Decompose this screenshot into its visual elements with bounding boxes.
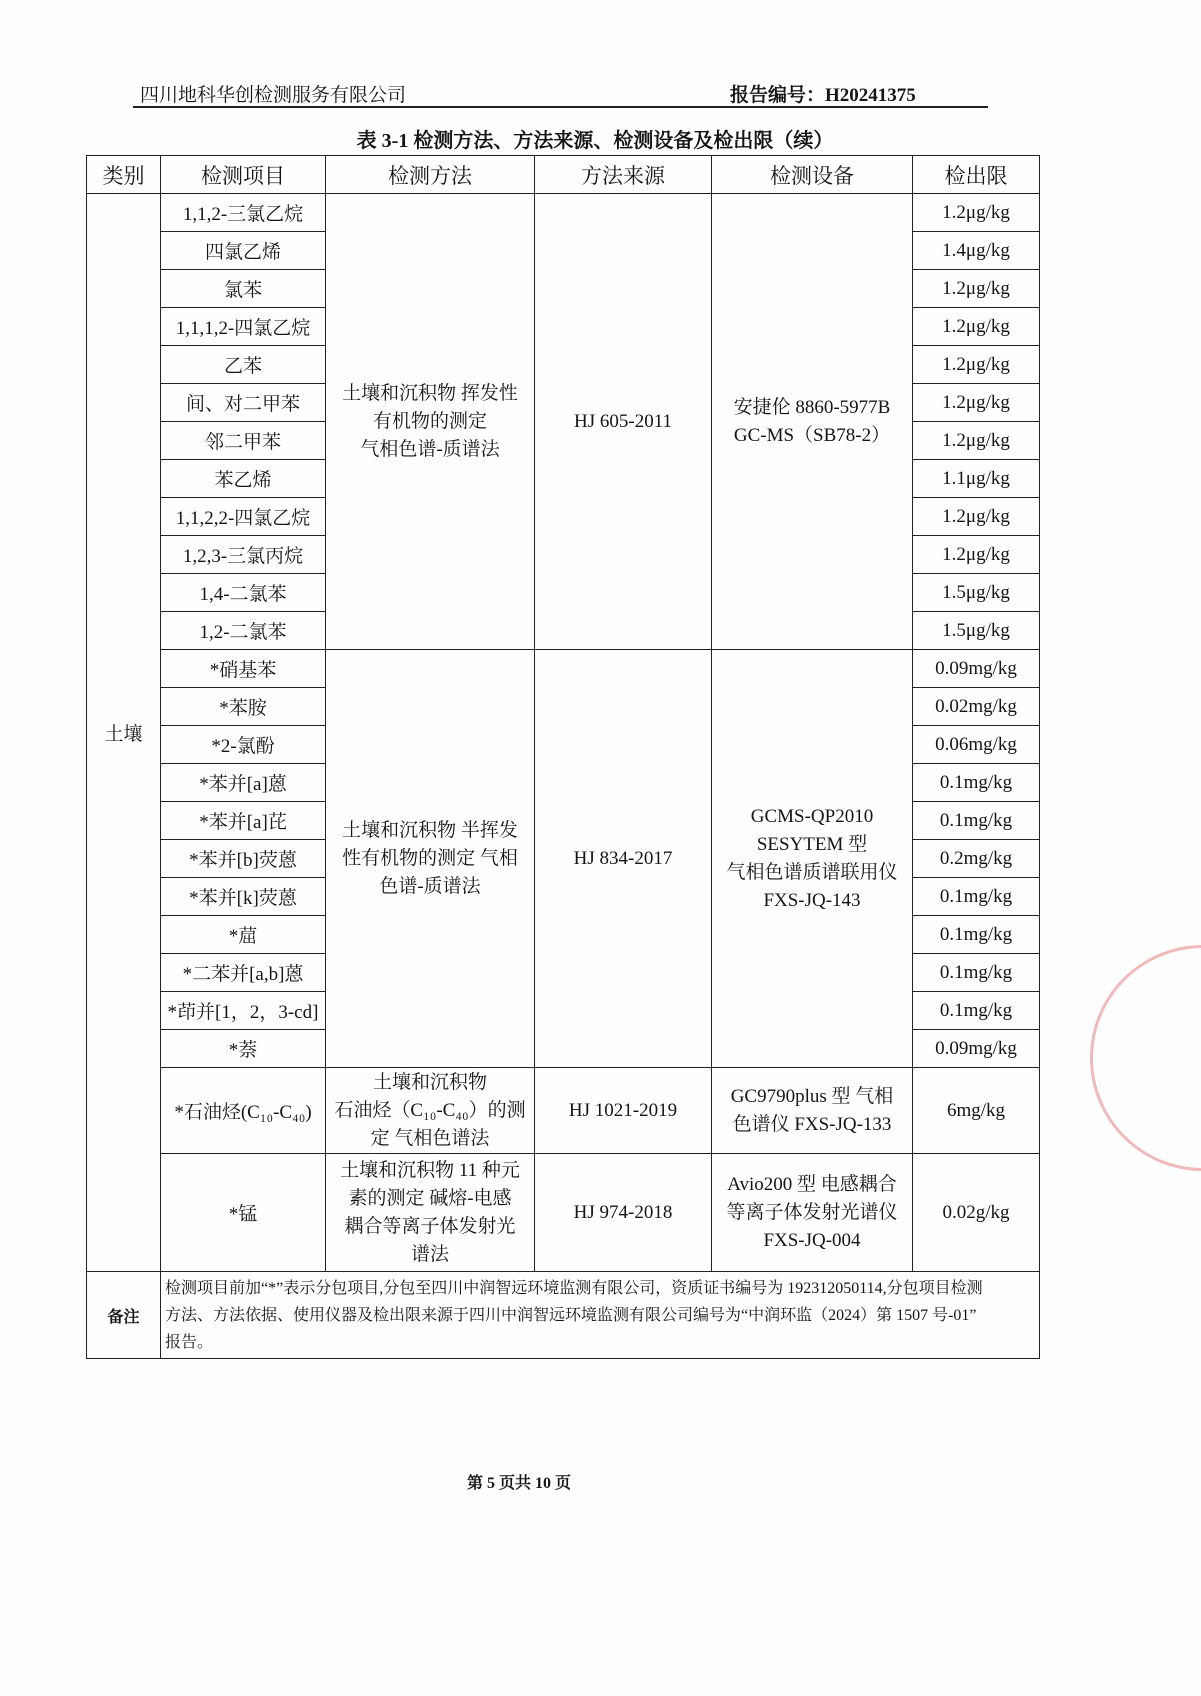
header-limit: 检出限 <box>913 156 1040 194</box>
item-name: *苯并[a]蒽 <box>161 764 326 802</box>
seal-stamp <box>1082 945 1201 1175</box>
method-line: 土壤和沉积物 挥发性 <box>342 382 518 404</box>
method-line: 气相色谱-质谱法 <box>360 438 500 460</box>
source-cell: HJ 974-2018 <box>535 1154 712 1272</box>
item-name: 1,1,1,2-四氯乙烷 <box>161 308 326 346</box>
equipment-line: 安捷伦 8860-5977B <box>733 396 891 418</box>
detection-limit: 0.1mg/kg <box>913 878 1040 916</box>
item-name: 苯乙烯 <box>161 460 326 498</box>
method-line: 谱法 <box>410 1243 449 1265</box>
equipment-line: FXS-JQ-004 <box>763 1229 861 1251</box>
table-row <box>87 194 1040 232</box>
item-name: 1,2-二氯苯 <box>161 612 326 650</box>
detection-limit: 0.1mg/kg <box>913 954 1040 992</box>
remark-line: 报告。 <box>165 1333 214 1351</box>
method-line: 土壤和沉积物 半挥发 <box>342 819 518 841</box>
detection-limit: 1.2μg/kg <box>913 422 1040 460</box>
method-cell <box>326 1068 535 1154</box>
header-method: 检测方法 <box>326 156 535 194</box>
table-row <box>87 650 1040 688</box>
item-name: *二苯并[a,b]蒽 <box>161 954 326 992</box>
remark-row <box>87 1272 1040 1359</box>
method-line: 性有机物的测定 气相 <box>342 847 518 869</box>
detection-limit: 0.1mg/kg <box>913 992 1040 1030</box>
method-line: 石油烃（C₁₀-C₄₀）的测 <box>334 1099 526 1121</box>
method-cell <box>326 1154 535 1272</box>
item-name: *石油烃(C₁₀-C₄₀) <box>161 1068 326 1154</box>
remark-line: 方法、方法依据、使用仪器及检出限来源于四川中润智远环境监测有限公司编号为“中润环监（2024）第 1507 号-01” <box>165 1306 977 1324</box>
item-name: *萘 <box>161 1030 326 1068</box>
detection-limit: 1.5μg/kg <box>913 612 1040 650</box>
header-item: 检测项目 <box>161 156 326 194</box>
equipment-line: FXS-JQ-143 <box>763 889 861 911</box>
detection-limit: 0.02g/kg <box>913 1154 1040 1272</box>
item-name: 乙苯 <box>161 346 326 384</box>
detection-limit: 0.06mg/kg <box>913 726 1040 764</box>
table-title: 表 3-1 检测方法、方法来源、检测设备及检出限（续） <box>356 130 834 152</box>
item-name: 氯苯 <box>161 270 326 308</box>
table-row <box>87 1068 1040 1154</box>
table-row <box>87 1154 1040 1272</box>
remark-text <box>161 1272 1040 1359</box>
method-line: 有机物的测定 <box>372 410 487 432</box>
header-equipment: 检测设备 <box>712 156 913 194</box>
method-line: 素的测定 碱熔-电感 <box>348 1187 512 1209</box>
item-name: 1,1,2,2-四氯乙烷 <box>161 498 326 536</box>
item-name: 间、对二甲苯 <box>161 384 326 422</box>
header-source: 方法来源 <box>535 156 712 194</box>
method-line: 土壤和沉积物 <box>372 1071 487 1093</box>
item-name: *苯并[b]荧蒽 <box>161 840 326 878</box>
equipment-line: GC-MS（SB78-2） <box>733 424 891 446</box>
item-name: 邻二甲苯 <box>161 422 326 460</box>
equipment-cell <box>712 1154 913 1272</box>
equipment-line: Avio200 型 电感耦合 <box>727 1173 897 1195</box>
equipment-cell <box>712 1068 913 1154</box>
equipment-line: 等离子体发射光谱仪 <box>726 1201 898 1223</box>
remark-line: 检测项目前加“*”表示分包项目,分包至四川中润智远环境监测有限公司，资质证书编号为 192312050114,分包项目检测 <box>165 1279 983 1297</box>
equipment-line: GC9790plus 型 气相 <box>730 1085 894 1107</box>
detection-limit: 1.2μg/kg <box>913 384 1040 422</box>
detection-limit: 0.09mg/kg <box>913 1030 1040 1068</box>
equipment-cell <box>712 650 913 1068</box>
remark-label: 备注 <box>87 1272 161 1359</box>
detection-methods-table <box>86 155 1040 1359</box>
detection-limit: 1.5μg/kg <box>913 574 1040 612</box>
method-line: 土壤和沉积物 11 种元 <box>340 1159 520 1181</box>
method-line: 定 气相色谱法 <box>370 1127 490 1149</box>
equipment-cell <box>712 194 913 650</box>
detection-limit: 1.1μg/kg <box>913 460 1040 498</box>
detection-limit: 0.02mg/kg <box>913 688 1040 726</box>
report-number: 报告编号：H20241375 <box>730 85 916 106</box>
equipment-line: SESYTEM 型 <box>756 833 868 855</box>
item-name: *苯胺 <box>161 688 326 726</box>
detection-limit: 1.2μg/kg <box>913 536 1040 574</box>
item-name: *锰 <box>161 1154 326 1272</box>
source-cell: HJ 1021-2019 <box>535 1068 712 1154</box>
detection-limit: 0.1mg/kg <box>913 916 1040 954</box>
header-rule <box>133 106 988 108</box>
item-name: *2-氯酚 <box>161 726 326 764</box>
header-category: 类别 <box>87 156 161 194</box>
company-name: 四川地科华创检测服务有限公司 <box>140 85 407 106</box>
item-name: 四氯乙烯 <box>161 232 326 270</box>
source-cell: HJ 834-2017 <box>535 650 712 1068</box>
detection-limit: 1.2μg/kg <box>913 194 1040 232</box>
item-name: *茚并[1，2，3-cd] <box>161 992 326 1030</box>
item-name: *硝基苯 <box>161 650 326 688</box>
item-name: 1,1,2-三氯乙烷 <box>161 194 326 232</box>
page-number: 第 5 页共 10 页 <box>467 1475 572 1492</box>
detection-limit: 0.1mg/kg <box>913 764 1040 802</box>
detection-limit: 1.2μg/kg <box>913 346 1040 384</box>
detection-limit: 1.2μg/kg <box>913 498 1040 536</box>
detection-limit: 0.09mg/kg <box>913 650 1040 688</box>
detection-limit: 0.2mg/kg <box>913 840 1040 878</box>
detection-limit: 1.2μg/kg <box>913 270 1040 308</box>
item-name: *苯并[a]芘 <box>161 802 326 840</box>
category-cell: 土壤 <box>87 194 161 1272</box>
method-line: 色谱-质谱法 <box>379 875 481 897</box>
item-name: 1,4-二氯苯 <box>161 574 326 612</box>
item-name: 1,2,3-三氯丙烷 <box>161 536 326 574</box>
item-name: *苯并[k]荧蒽 <box>161 878 326 916</box>
method-line: 耦合等离子体发射光 <box>344 1215 516 1237</box>
detection-limit: 1.4μg/kg <box>913 232 1040 270</box>
method-cell <box>326 194 535 650</box>
method-cell <box>326 650 535 1068</box>
detection-limit: 6mg/kg <box>913 1068 1040 1154</box>
source-cell: HJ 605-2011 <box>535 194 712 650</box>
equipment-line: 色谱仪 FXS-JQ-133 <box>732 1113 892 1135</box>
item-name: *䓛 <box>161 916 326 954</box>
equipment-line: 气相色谱质谱联用仪 <box>726 861 898 883</box>
seal-stamp-ring <box>1090 945 1201 1171</box>
detection-limit: 1.2μg/kg <box>913 308 1040 346</box>
detection-limit: 0.1mg/kg <box>913 802 1040 840</box>
table-header-row <box>87 156 1040 194</box>
equipment-line: GCMS-QP2010 <box>750 805 874 827</box>
